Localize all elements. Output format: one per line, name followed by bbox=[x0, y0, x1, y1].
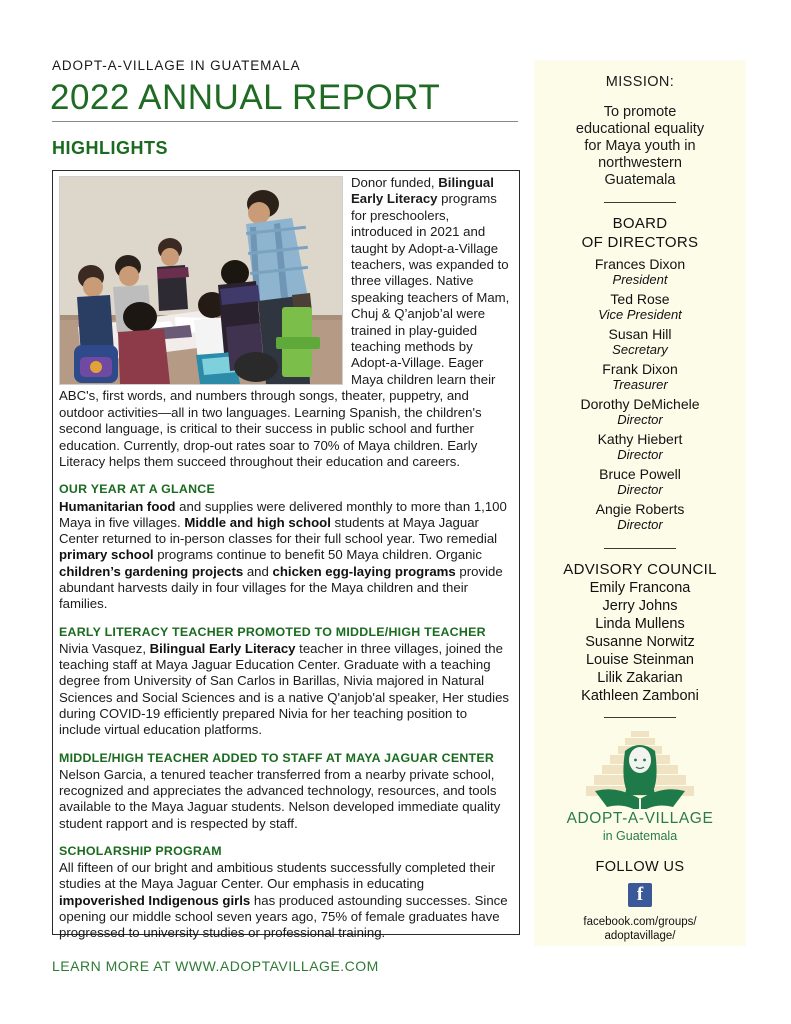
section-text-bold: Middle and high school bbox=[184, 514, 331, 530]
intro-text-c: programs for preschoolers, introduced in 2021 and taught by Adopt-a-Village teachers, was expanded to three villages. Native speaking teachers of Mam, Chuj & Q’anjob’al were trained in play-guided teaching methods by Adopt-a-Village. Eager Maya children learn their ABC's, first words, and numbers through songs, theater, puppetry, and outdoor activities—all in two languages. Learning Spanish, the children's second language, is critical to their success in public school and further education. Currently, drop-out rates soar to 70% of Maya children. Early Literacy helps them succeed throughout their education and careers. bbox=[59, 191, 510, 469]
section-text: Nelson Garcia, a tenured teacher transferred from a nearby private school, recognized and appreciates the advanced technology, resources, and tools available to the Maya Jaguar students. Nelson developed immediate quality student rapport and is respected by staff. bbox=[59, 766, 501, 831]
council-member-name: Emily Francona bbox=[589, 580, 691, 596]
board-member-role: Director bbox=[617, 447, 663, 462]
follow-us-label: FOLLOW US bbox=[595, 859, 685, 875]
council-member-name: Susanne Norwitz bbox=[585, 634, 695, 650]
section-body bbox=[59, 767, 512, 832]
organization-logo bbox=[542, 729, 738, 843]
section-heading: SCHOLARSHIP PROGRAM bbox=[59, 843, 222, 858]
facebook-icon[interactable]: f bbox=[628, 883, 652, 907]
board-member-name: Bruce Powell bbox=[599, 466, 681, 482]
title-divider bbox=[52, 121, 518, 122]
mission-line: Guatemala bbox=[604, 172, 676, 188]
council-member-name: Jerry Johns bbox=[602, 598, 678, 614]
board-member-role: Treasurer bbox=[612, 377, 668, 392]
facebook-url-line2: adoptavillage/ bbox=[604, 930, 676, 942]
section-heading: MIDDLE/HIGH TEACHER ADDED TO STAFF AT MAYA JAGUAR CENTER bbox=[59, 750, 495, 765]
page-title: 2022 ANNUAL REPORT bbox=[50, 78, 441, 117]
council-member-name: Linda Mullens bbox=[595, 616, 685, 632]
section-text: and supplies were delivered monthly to more than 1,100 Maya in five villages. bbox=[59, 498, 507, 530]
mission-heading: MISSION: bbox=[605, 74, 675, 90]
mission-line: educational equality bbox=[575, 121, 705, 137]
section-heading: EARLY LITERACY TEACHER PROMOTED TO MIDDLE/HIGH TEACHER bbox=[59, 624, 486, 639]
section-body bbox=[59, 499, 512, 613]
board-member-role: Director bbox=[617, 412, 663, 427]
council-member-name: Kathleen Zamboni bbox=[581, 688, 699, 704]
council-member-name: Louise Steinman bbox=[585, 652, 694, 668]
section-body bbox=[59, 860, 512, 941]
board-member-role: Vice President bbox=[598, 307, 682, 322]
mission-text bbox=[542, 104, 738, 189]
board-heading bbox=[542, 214, 738, 252]
section-text-bold: impoverished Indigenous girls bbox=[59, 892, 251, 908]
board-list bbox=[542, 256, 738, 532]
sidebar-divider bbox=[604, 548, 676, 549]
section-text-bold: primary school bbox=[59, 547, 154, 563]
board-member-name: Kathy Hiebert bbox=[597, 431, 683, 447]
section-text: All fifteen of our bright and ambitious students successfully completed their studies at the Maya Jaguar Center. Our emphasis in educating bbox=[59, 860, 496, 892]
facebook-url[interactable] bbox=[542, 915, 738, 943]
logo-wordmark: ADOPT-A-VILLAGE bbox=[566, 810, 714, 827]
mission-line: northwestern bbox=[598, 155, 682, 171]
organization-kicker: ADOPT-A-VILLAGE IN GUATEMALA bbox=[52, 58, 301, 73]
section-text-bold: Bilingual Early Literacy bbox=[149, 640, 296, 656]
board-member-name: Angie Roberts bbox=[595, 501, 685, 517]
board-member-name: Dorothy DeMichele bbox=[580, 396, 700, 412]
section-text-bold: Humanitarian food bbox=[59, 498, 176, 514]
board-member-role: President bbox=[612, 272, 668, 287]
section-text: has produced astounding successes. Since opening our middle school seven years ago, 75% of female graduates have progressed to university studies or professional training. bbox=[59, 892, 508, 941]
board-member-role: Director bbox=[617, 482, 663, 497]
section-body bbox=[59, 641, 512, 739]
pyramid-logo-icon bbox=[581, 729, 699, 809]
intro-text-bold: Bilingual Early Literacy bbox=[351, 175, 494, 207]
sidebar-divider bbox=[604, 717, 676, 718]
mission-line: for Maya youth in bbox=[584, 138, 696, 154]
board-heading-line2: OF DIRECTORS bbox=[581, 234, 699, 251]
advisory-council-heading: ADVISORY COUNCIL bbox=[563, 561, 717, 578]
council-member-name: Lilik Zakarian bbox=[597, 670, 683, 686]
section-text: provide abundant harvests daily in four villages for the Maya children and their families. bbox=[59, 563, 503, 612]
highlights-heading: HIGHLIGHTS bbox=[52, 138, 168, 158]
logo-subtitle: in Guatemala bbox=[602, 829, 678, 843]
classroom-photo-illustration bbox=[60, 177, 342, 384]
sidebar-divider bbox=[604, 202, 676, 203]
section-text: programs continue to benefit 50 Maya children. Organic bbox=[153, 547, 482, 563]
section-text: teacher in three villages, joined the teaching staff at Maya Jaguar Education Center. Graduate with a teaching degree from University of San Carlos in Barillas, Nivia majored in Natural Sciences and Social Sciences and is a native Q'anjob'al speaker, Her studies during COVID-19 efficiently prepared Nivia for her teaching position to include virtual education platforms. bbox=[59, 640, 510, 738]
footer-learn-more[interactable]: LEARN MORE AT WWW.ADOPTAVILLAGE.COM bbox=[52, 958, 379, 974]
intro-text-a: Donor funded, bbox=[351, 175, 439, 190]
section-text-bold: children’s gardening projects bbox=[59, 563, 244, 579]
board-member-role: Director bbox=[617, 517, 663, 532]
section-text: and bbox=[243, 563, 273, 579]
facebook-url-line1: facebook.com/groups/ bbox=[583, 916, 697, 928]
board-member-name: Frances Dixon bbox=[594, 256, 686, 272]
section-text-bold: chicken egg-laying programs bbox=[272, 563, 456, 579]
section-text: Nivia Vasquez, bbox=[59, 640, 150, 656]
board-member-name: Susan Hill bbox=[608, 326, 672, 342]
section-text: students at Maya Jaguar Center returned to in-person classes for their full school year. Two remedial bbox=[59, 514, 498, 547]
section-heading: OUR YEAR AT A GLANCE bbox=[59, 482, 215, 497]
board-member-role: Secretary bbox=[612, 342, 668, 357]
main-content-box bbox=[52, 170, 520, 941]
advisory-council-list bbox=[542, 579, 738, 705]
mission-line: To promote bbox=[603, 104, 677, 120]
sidebar bbox=[534, 60, 746, 946]
board-heading-line1: BOARD bbox=[612, 215, 668, 232]
board-member-name: Ted Rose bbox=[610, 291, 670, 307]
sections-container bbox=[59, 481, 512, 941]
classroom-photo bbox=[59, 176, 343, 385]
board-member-name: Frank Dixon bbox=[602, 361, 678, 377]
